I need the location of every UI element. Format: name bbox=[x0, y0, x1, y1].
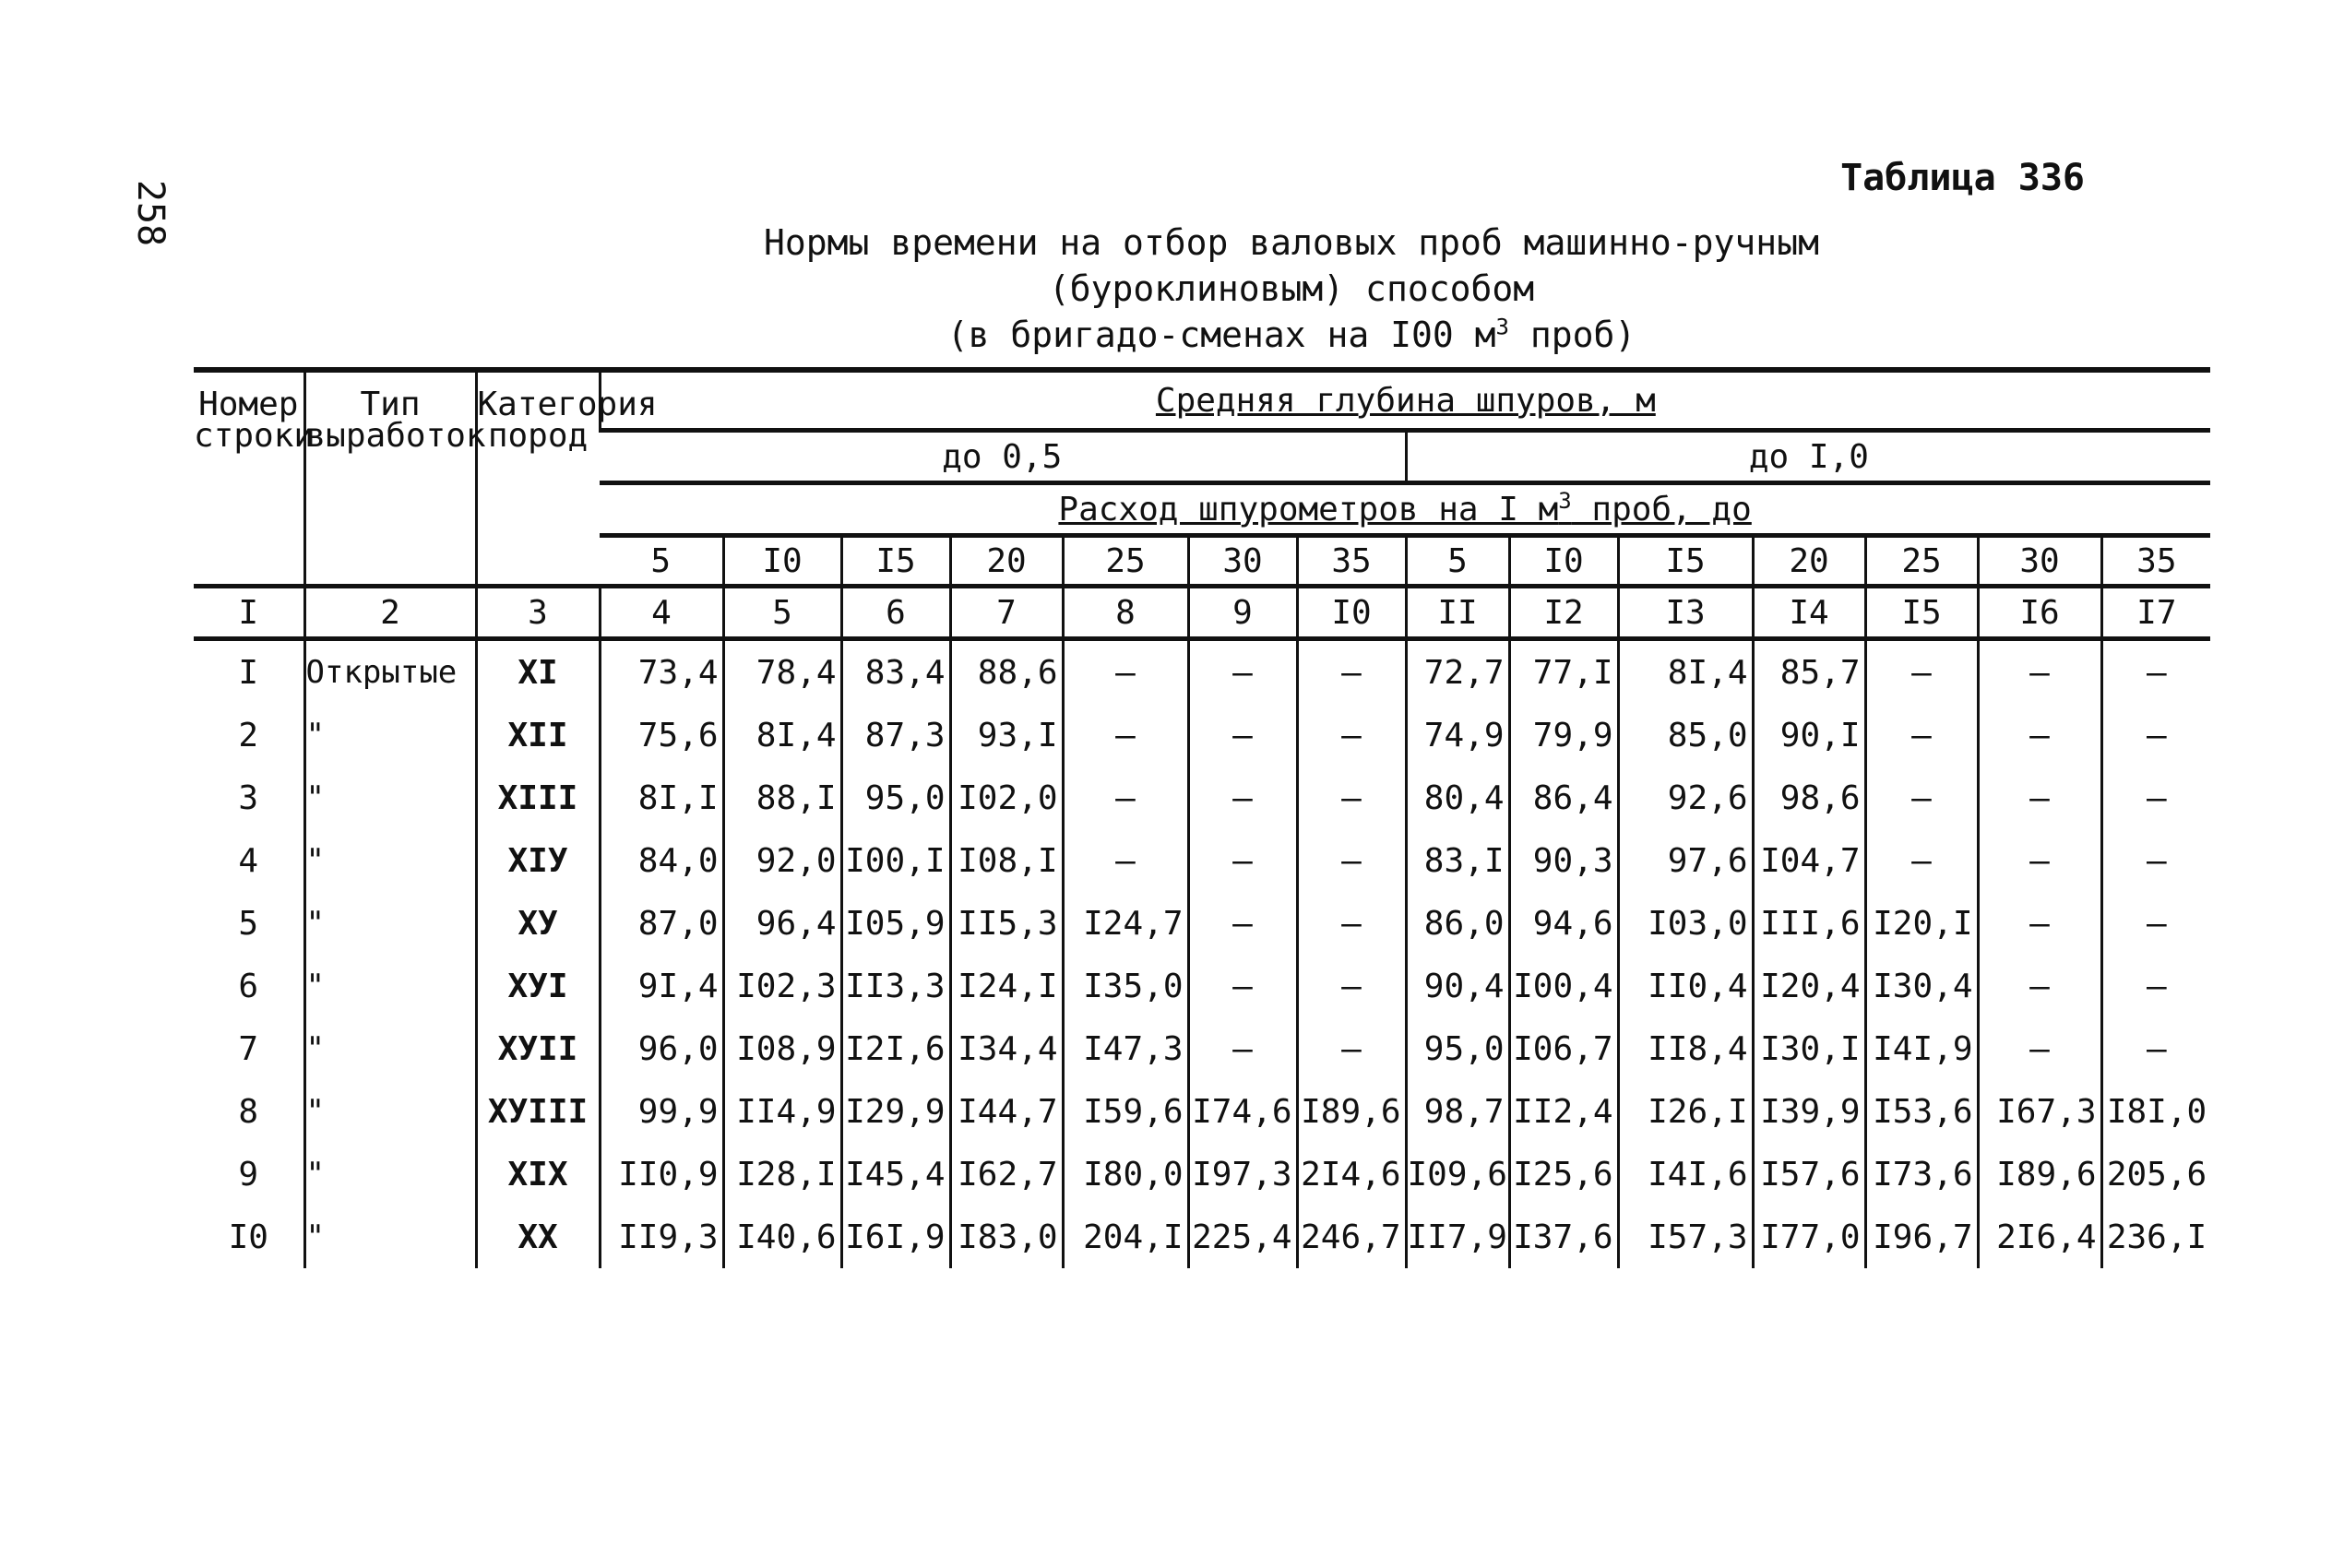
norm-value: 86,4 bbox=[1509, 766, 1618, 829]
norm-value: III,6 bbox=[1753, 892, 1865, 955]
norm-value: – bbox=[1297, 892, 1406, 955]
work-type: " bbox=[304, 955, 476, 1017]
column-number: I bbox=[194, 587, 304, 639]
norm-value: – bbox=[1865, 639, 1978, 705]
norm-value: I59,6 bbox=[1063, 1080, 1188, 1143]
norm-value: I24,7 bbox=[1063, 892, 1188, 955]
norm-value: I74,6 bbox=[1188, 1080, 1297, 1143]
norm-value: 90,4 bbox=[1406, 955, 1509, 1017]
header-meter-consumption-text bbox=[1058, 487, 1752, 529]
row-number: I0 bbox=[228, 1218, 268, 1256]
norm-value: II9,3 bbox=[600, 1206, 723, 1268]
norm-value: 92,0 bbox=[723, 829, 841, 892]
norm-value: II4,9 bbox=[723, 1080, 841, 1143]
norm-value: I02,3 bbox=[723, 955, 841, 1017]
norm-value: I62,7 bbox=[950, 1143, 1063, 1206]
norm-value: I40,6 bbox=[723, 1206, 841, 1268]
norm-value: I47,3 bbox=[1063, 1017, 1188, 1080]
norm-value: I25,6 bbox=[1509, 1143, 1618, 1206]
norm-value: I73,6 bbox=[1865, 1143, 1978, 1206]
norm-value: – bbox=[1978, 766, 2101, 829]
norm-value: I4I,6 bbox=[1618, 1143, 1753, 1206]
norm-value: – bbox=[1063, 766, 1188, 829]
work-type: " bbox=[304, 1143, 476, 1206]
row-number: 4 bbox=[238, 841, 259, 880]
norm-value: I83,0 bbox=[950, 1206, 1063, 1268]
norm-value: 236,I bbox=[2101, 1206, 2210, 1268]
norm-value: I30,4 bbox=[1865, 955, 1978, 1017]
norm-value: 90,3 bbox=[1509, 829, 1618, 892]
norm-value: – bbox=[1297, 639, 1406, 705]
work-type: " bbox=[304, 704, 476, 766]
rock-category: XX bbox=[476, 1206, 600, 1268]
norm-value: I35,0 bbox=[1063, 955, 1188, 1017]
table-row bbox=[194, 639, 2210, 705]
norm-value: 2I6,4 bbox=[1978, 1206, 2101, 1268]
norm-value: I30,I bbox=[1753, 1017, 1865, 1080]
norm-value: I00,4 bbox=[1509, 955, 1618, 1017]
norm-value: 78,4 bbox=[723, 639, 841, 705]
header-meter-col: I0 bbox=[1509, 536, 1618, 587]
norm-value: I2I,6 bbox=[841, 1017, 950, 1080]
norm-value: II3,3 bbox=[841, 955, 950, 1017]
table-row bbox=[194, 1143, 2210, 1206]
norm-value: I44,7 bbox=[950, 1080, 1063, 1143]
norm-value: – bbox=[1978, 704, 2101, 766]
column-number: I5 bbox=[1865, 587, 1978, 639]
table-title-line-1: Нормы времени на отбор валовых проб машинно-ручным bbox=[764, 222, 1819, 263]
table-header bbox=[194, 370, 2210, 639]
rock-category: XIII bbox=[476, 766, 600, 829]
header-consumption-sup: 3 bbox=[1558, 487, 1572, 514]
table-label: Таблица 336 bbox=[1840, 157, 2085, 199]
header-row-number: Номер строки bbox=[194, 370, 304, 587]
column-number: 6 bbox=[841, 587, 950, 639]
norm-value: I39,9 bbox=[1753, 1080, 1865, 1143]
header-meter-col: I5 bbox=[841, 536, 950, 587]
norm-value: 96,4 bbox=[723, 892, 841, 955]
norm-value: I53,6 bbox=[1865, 1080, 1978, 1143]
norm-value: – bbox=[1063, 704, 1188, 766]
norm-value: 246,7 bbox=[1297, 1206, 1406, 1268]
norm-value: 85,7 bbox=[1753, 639, 1865, 705]
table-body bbox=[194, 639, 2210, 1269]
work-type: " bbox=[304, 829, 476, 892]
norm-value: 2I4,6 bbox=[1297, 1143, 1406, 1206]
norm-value: – bbox=[1188, 766, 1297, 829]
row-number: 9 bbox=[238, 1155, 259, 1194]
column-number: II bbox=[1406, 587, 1509, 639]
norm-value: – bbox=[1297, 1017, 1406, 1080]
header-meter-col: 25 bbox=[1865, 536, 1978, 587]
rock-category: XIУ bbox=[476, 829, 600, 892]
norm-value: – bbox=[1978, 639, 2101, 705]
rock-category: XУIII bbox=[476, 1080, 600, 1143]
norm-value: I8I,0 bbox=[2101, 1080, 2210, 1143]
norm-value: 83,I bbox=[1406, 829, 1509, 892]
norm-value: 86,0 bbox=[1406, 892, 1509, 955]
header-consumption-a: Расход шпурометров на I м bbox=[1058, 490, 1559, 529]
norm-value: 80,4 bbox=[1406, 766, 1509, 829]
column-number: 2 bbox=[304, 587, 476, 639]
norm-value: 74,9 bbox=[1406, 704, 1509, 766]
table-title-line-3-tail: проб) bbox=[1509, 315, 1636, 355]
work-type: " bbox=[304, 892, 476, 955]
norm-value: I05,9 bbox=[841, 892, 950, 955]
norm-value: – bbox=[2101, 955, 2210, 1017]
header-meter-col: 20 bbox=[950, 536, 1063, 587]
header-meter-col: 35 bbox=[1297, 536, 1406, 587]
header-average-depth bbox=[600, 370, 2210, 431]
header-average-depth-text: Средняя глубина шпуров, м bbox=[1155, 381, 1656, 420]
norm-value: I67,3 bbox=[1978, 1080, 2101, 1143]
norm-value: II0,9 bbox=[600, 1143, 723, 1206]
norm-value: 87,0 bbox=[600, 892, 723, 955]
norm-value: 93,I bbox=[950, 704, 1063, 766]
norm-value: I28,I bbox=[723, 1143, 841, 1206]
norm-value: I26,I bbox=[1618, 1080, 1753, 1143]
norm-value: – bbox=[2101, 1017, 2210, 1080]
column-number: 5 bbox=[723, 587, 841, 639]
row-number: 5 bbox=[238, 904, 259, 943]
norm-value: – bbox=[1188, 639, 1297, 705]
norm-value: 95,0 bbox=[841, 766, 950, 829]
norm-value: 85,0 bbox=[1618, 704, 1753, 766]
norm-value: II8,4 bbox=[1618, 1017, 1753, 1080]
rock-category: XII bbox=[476, 704, 600, 766]
rock-category: XУI bbox=[476, 955, 600, 1017]
norm-value: – bbox=[1978, 829, 2101, 892]
column-number: I4 bbox=[1753, 587, 1865, 639]
norm-value: II0,4 bbox=[1618, 955, 1753, 1017]
norm-value: – bbox=[1188, 829, 1297, 892]
table-row bbox=[194, 1017, 2210, 1080]
header-depth-0-5: до 0,5 bbox=[600, 431, 1406, 483]
table-title-line-3 bbox=[553, 312, 2029, 358]
norm-value: II7,9 bbox=[1406, 1206, 1509, 1268]
norm-value: – bbox=[1865, 704, 1978, 766]
norm-value: I57,3 bbox=[1618, 1206, 1753, 1268]
header-meter-col: 30 bbox=[1978, 536, 2101, 587]
norm-value: I80,0 bbox=[1063, 1143, 1188, 1206]
norm-value: – bbox=[1978, 955, 2101, 1017]
row-number: 8 bbox=[238, 1092, 259, 1131]
header-meter-col: 35 bbox=[2101, 536, 2210, 587]
work-type: Открытые bbox=[304, 639, 476, 705]
norm-value: 225,4 bbox=[1188, 1206, 1297, 1268]
norm-value: I89,6 bbox=[1978, 1143, 2101, 1206]
column-number: 4 bbox=[600, 587, 723, 639]
norm-value: 8I,I bbox=[600, 766, 723, 829]
row-number: 2 bbox=[238, 716, 259, 754]
work-type: " bbox=[304, 1206, 476, 1268]
norm-value: 87,3 bbox=[841, 704, 950, 766]
header-meter-col: 25 bbox=[1063, 536, 1188, 587]
norm-value: I24,I bbox=[950, 955, 1063, 1017]
norm-value: I29,9 bbox=[841, 1080, 950, 1143]
work-type: " bbox=[304, 1080, 476, 1143]
norm-value: 205,6 bbox=[2101, 1143, 2210, 1206]
table-row bbox=[194, 829, 2210, 892]
table-title-line-2: (буроклиновым) способом bbox=[1048, 268, 1535, 309]
cubic-superscript: 3 bbox=[1495, 314, 1509, 340]
header-meter-consumption bbox=[600, 483, 2210, 536]
header-meter-col: 30 bbox=[1188, 536, 1297, 587]
norm-value: I03,0 bbox=[1618, 892, 1753, 955]
rock-category: XУII bbox=[476, 1017, 600, 1080]
norm-value: I06,7 bbox=[1509, 1017, 1618, 1080]
norm-value: 98,7 bbox=[1406, 1080, 1509, 1143]
column-number: I0 bbox=[1297, 587, 1406, 639]
norm-value: 88,6 bbox=[950, 639, 1063, 705]
norms-table bbox=[194, 367, 2210, 1268]
header-meter-col: 5 bbox=[600, 536, 723, 587]
norm-value: 99,9 bbox=[600, 1080, 723, 1143]
header-meter-col: 5 bbox=[1406, 536, 1509, 587]
norm-value: 8I,4 bbox=[723, 704, 841, 766]
norm-value: – bbox=[1297, 704, 1406, 766]
norm-value: I09,6 bbox=[1406, 1143, 1509, 1206]
norm-value: – bbox=[1865, 829, 1978, 892]
norm-value: 97,6 bbox=[1618, 829, 1753, 892]
column-number: 3 bbox=[476, 587, 600, 639]
norm-value: II5,3 bbox=[950, 892, 1063, 955]
norm-value: I77,0 bbox=[1753, 1206, 1865, 1268]
table-row bbox=[194, 766, 2210, 829]
norm-value: I04,7 bbox=[1753, 829, 1865, 892]
norm-value: I97,3 bbox=[1188, 1143, 1297, 1206]
norm-value: 79,9 bbox=[1509, 704, 1618, 766]
norm-value: – bbox=[1188, 892, 1297, 955]
table-row bbox=[194, 892, 2210, 955]
norm-value: – bbox=[1865, 766, 1978, 829]
column-number: I2 bbox=[1509, 587, 1618, 639]
norm-value: 92,6 bbox=[1618, 766, 1753, 829]
header-consumption-b: проб, до bbox=[1571, 490, 1752, 529]
norm-value: I00,I bbox=[841, 829, 950, 892]
norm-value: I96,7 bbox=[1865, 1206, 1978, 1268]
header-meter-col: 20 bbox=[1753, 536, 1865, 587]
norm-value: I57,6 bbox=[1753, 1143, 1865, 1206]
norm-value: I45,4 bbox=[841, 1143, 950, 1206]
norm-value: – bbox=[1297, 829, 1406, 892]
column-number: I6 bbox=[1978, 587, 2101, 639]
norm-value: 94,6 bbox=[1509, 892, 1618, 955]
row-number: 6 bbox=[238, 967, 259, 1005]
rock-category: XI bbox=[476, 639, 600, 705]
table-row bbox=[194, 1206, 2210, 1268]
work-type: " bbox=[304, 1017, 476, 1080]
norm-value: 8I,4 bbox=[1618, 639, 1753, 705]
norm-value: 96,0 bbox=[600, 1017, 723, 1080]
norm-value: 90,I bbox=[1753, 704, 1865, 766]
norm-value: I08,I bbox=[950, 829, 1063, 892]
norm-value: – bbox=[1063, 829, 1188, 892]
header-work-type: Тип выработок bbox=[304, 370, 476, 587]
rock-category: XIX bbox=[476, 1143, 600, 1206]
rock-category: XУ bbox=[476, 892, 600, 955]
norm-value: – bbox=[1978, 892, 2101, 955]
norm-value: – bbox=[1188, 1017, 1297, 1080]
norm-value: 72,7 bbox=[1406, 639, 1509, 705]
norm-value: 9I,4 bbox=[600, 955, 723, 1017]
table-title-line-3-text: (в бригадо-сменах на I00 м bbox=[946, 315, 1496, 355]
norm-value: – bbox=[2101, 892, 2210, 955]
column-numbers-row bbox=[194, 587, 2210, 639]
table-row bbox=[194, 1080, 2210, 1143]
norm-value: I20,I bbox=[1865, 892, 1978, 955]
norm-value: 98,6 bbox=[1753, 766, 1865, 829]
header-meter-col: I0 bbox=[723, 536, 841, 587]
header-meter-col: I5 bbox=[1618, 536, 1753, 587]
row-number: I bbox=[194, 639, 304, 705]
norm-value: – bbox=[1063, 639, 1188, 705]
norm-value: – bbox=[1978, 1017, 2101, 1080]
norm-value: 73,4 bbox=[600, 639, 723, 705]
column-number: I3 bbox=[1618, 587, 1753, 639]
row-number: 7 bbox=[238, 1029, 259, 1068]
norm-value: – bbox=[2101, 704, 2210, 766]
column-number: I7 bbox=[2101, 587, 2210, 639]
norm-value: II2,4 bbox=[1509, 1080, 1618, 1143]
norm-value: – bbox=[2101, 639, 2210, 705]
norm-value: I34,4 bbox=[950, 1017, 1063, 1080]
norm-value: 95,0 bbox=[1406, 1017, 1509, 1080]
norm-value: – bbox=[2101, 766, 2210, 829]
header-rock-category: Категория пород bbox=[476, 370, 600, 587]
norm-value: 83,4 bbox=[841, 639, 950, 705]
norm-value: 204,I bbox=[1063, 1206, 1188, 1268]
norm-value: I20,4 bbox=[1753, 955, 1865, 1017]
norm-value: I37,6 bbox=[1509, 1206, 1618, 1268]
table-row bbox=[194, 704, 2210, 766]
norm-value: 88,I bbox=[723, 766, 841, 829]
norm-value: – bbox=[1188, 704, 1297, 766]
norm-value: 77,I bbox=[1509, 639, 1618, 705]
norm-value: I02,0 bbox=[950, 766, 1063, 829]
norm-value: I4I,9 bbox=[1865, 1017, 1978, 1080]
column-number: 8 bbox=[1063, 587, 1188, 639]
work-type: " bbox=[304, 766, 476, 829]
norm-value: I08,9 bbox=[723, 1017, 841, 1080]
page-number: 258 bbox=[129, 179, 172, 247]
norm-value: – bbox=[1297, 955, 1406, 1017]
column-number: 9 bbox=[1188, 587, 1297, 639]
norm-value: – bbox=[2101, 829, 2210, 892]
table-row bbox=[194, 955, 2210, 1017]
column-number: 7 bbox=[950, 587, 1063, 639]
norm-value: – bbox=[1188, 955, 1297, 1017]
header-depth-1-0: до I,0 bbox=[1406, 431, 2210, 483]
norm-value: 75,6 bbox=[600, 704, 723, 766]
row-number: 3 bbox=[238, 778, 259, 817]
norm-value: I6I,9 bbox=[841, 1206, 950, 1268]
norm-value: – bbox=[1297, 766, 1406, 829]
norm-value: 84,0 bbox=[600, 829, 723, 892]
norm-value: I89,6 bbox=[1297, 1080, 1406, 1143]
